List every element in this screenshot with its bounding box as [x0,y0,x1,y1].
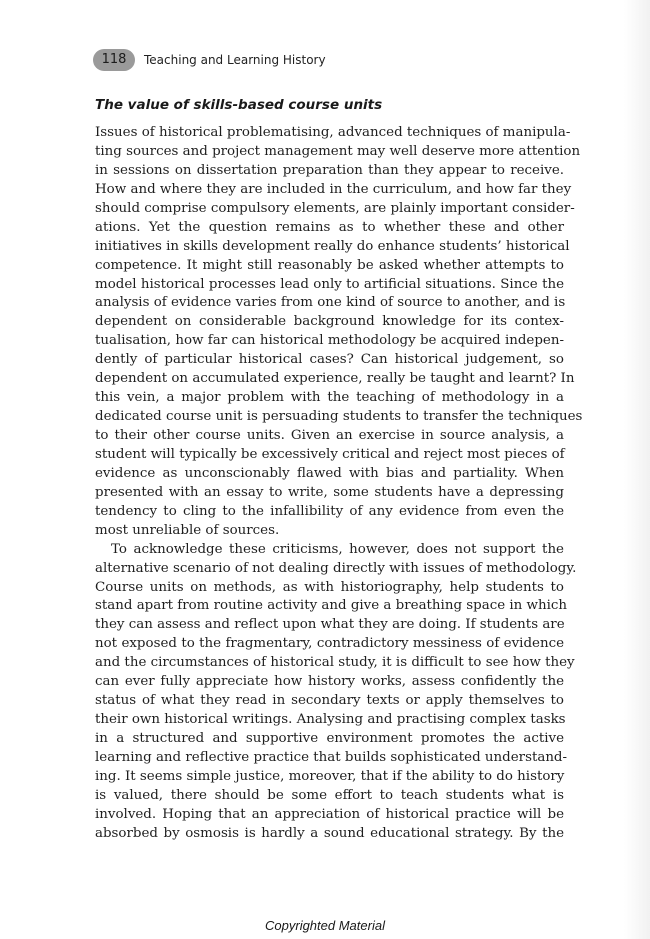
text-line: initiatives in skills development really do enhance students’ historical [95,238,570,254]
text-line: Issues of historical problematising, advanced techniques of manipula- [95,125,571,140]
page-edge-shadow [624,0,650,939]
text-line: status of what they read in secondary texts or apply themselves to [95,693,564,709]
text-line: alternative scenario of not dealing directly with issues of methodology. [95,560,577,576]
text-line: model historical processes lead only to artificial situations. Since the [95,276,564,292]
text-line: analysis of evidence varies from one kind of source to another, and is [95,295,566,311]
text-line: competence. It might still reasonably be asked whether attempts to [95,257,564,273]
text-line: absorbed by osmosis is hardly a sound educational strategy. By the [95,825,564,841]
text-line: is valued, there should be some effort to teach students what is [95,787,564,803]
text-line: ting sources and project management may well deserve more attention [95,143,581,159]
text-line: to their other course units. Given an exercise in source analysis, a [95,428,564,443]
text-line: in sessions on dissertation preparation than they appear to receive. [95,162,564,178]
text-line: this vein, a major problem with the teaching of methodology in a [95,390,564,406]
text-line: dependent on accumulated experience, really be taught and learnt? In [95,371,575,387]
text-line: student will typically be excessively critical and reject most pieces of [95,446,565,462]
text-line: and the circumstances of historical study, it is difficult to see how they [95,655,575,671]
text-line: tualisation, how far can historical methodology be acquired indepen- [95,333,564,349]
text-line: To acknowledge these criticisms, however, does not support the [111,541,564,557]
text-line: most unreliable of sources. [95,522,280,538]
text-line: learning and reflective practice that builds sophisticated understand- [95,749,568,765]
body-text [95,124,583,844]
text-line: they can assess and reflect upon what they are doing. If students are [95,617,565,633]
text-line: stand apart from routine activity and give a breathing space in which [95,598,568,614]
text-line: can ever fully appreciate how history works, assess confidently the [95,674,564,690]
text-line: dependent on considerable background knowledge for its contex- [95,314,564,330]
text-line: presented with an essay to write, some students have a depressing [95,484,564,500]
text-line: evidence as unconscionably flawed with bias and partiality. When [95,465,564,481]
text-line: tendency to cling to the infallibility of any evidence from even the [95,503,564,519]
text-line: in a structured and supportive environment promotes the active [95,731,564,746]
text-line: involved. Hoping that an appreciation of historical practice will be [95,806,564,822]
text-line: should comprise compulsory elements, are plainly important consider- [95,200,575,216]
copyright-footer: Copyrighted Material [265,918,385,933]
text-line: ations. Yet the question remains as to whether these and other [95,219,564,235]
page-number-badge: 118 [93,49,135,71]
running-head [93,49,326,71]
text-line: ing. It seems simple justice, moreover, that if the ability to do history [95,768,565,784]
text-line: How and where they are included in the curriculum, and how far they [95,181,572,197]
text-line: Course units on methods, as with historiography, help students to [95,579,564,595]
section-heading: The value of skills-based course units [95,97,383,113]
text-line: their own historical writings. Analysing and practising complex tasks [95,712,566,728]
text-line: dedicated course unit is persuading students to transfer the techniques [95,409,583,425]
text-line: dently of particular historical cases? Can historical judgement, so [95,352,564,368]
text-line: not exposed to the fragmentary, contradictory messiness of evidence [95,636,564,652]
book-title: Teaching and Learning History [144,53,326,67]
